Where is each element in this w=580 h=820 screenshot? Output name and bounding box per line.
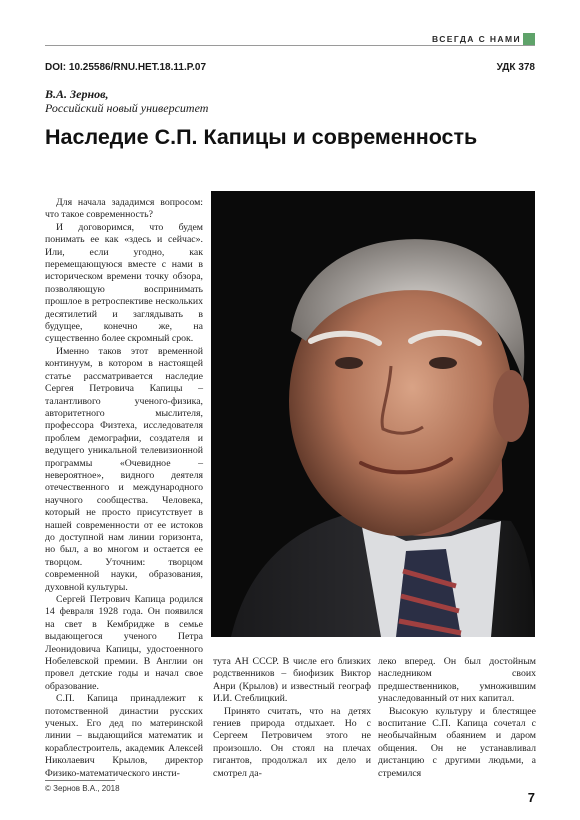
header-rule <box>45 45 535 46</box>
udk-label: УДК 378 <box>496 62 535 73</box>
paragraph: Принято считать, что на детях гениев природа отдыхает. Но с Сергеем Петровичем этого не произошло. Он стоял на плечах гигантов, продолжал их дело и смотрел да- <box>213 705 371 779</box>
article-title: Наследие С.П. Капицы и современность <box>45 125 478 149</box>
text-column-2 <box>213 656 371 780</box>
copyright-note: © Зернов В.А., 2018 <box>45 784 120 793</box>
paragraph: тута АН СССР. В числе его близких родственников – биофизик Виктор Анри (Крылов) и известный географ И.И. Стеблицкий. <box>213 656 371 705</box>
portrait-photo <box>211 191 535 637</box>
text-column-3 <box>378 656 536 780</box>
text-column-1 <box>45 197 203 780</box>
paragraph: Сергей Петрович Капица родился 14 февраля 1928 года. Он появился на свет в Кембридже в семье выдающегося ученого Петра Леонидовича Капицы, удостоенного Нобелевской премии. В Англии он провел детские годы и начал свое образование. <box>45 594 203 692</box>
footer-rule <box>45 780 115 781</box>
paragraph: И договоримся, что будем понимать ее как «здесь и сейчас». Или, если угодно, как перемещающуюся вместе с нами в историческом времени точку обзора, позволяющую воспринимать прошлое в ретроспективе нескольких десятилетий и заглядывать в будущее, конечно же, на существенно более скромный срок. <box>45 221 203 345</box>
section-color-square <box>523 33 535 45</box>
doi-label: DOI: 10.25586/RNU.HET.18.11.P.07 <box>45 62 207 73</box>
paragraph: Высокую культуру и блестящее воспитание С.П. Капица сочетал с необычайным обаянием и даром общения. Он не устанавливал дистанцию с другими людьми, а стремился <box>378 705 536 779</box>
paragraph: Именно таков этот временной континуум, в котором в настоящей статье рассматривается наследие Сергея Петровича Капицы – талантливого ученого-физика, авторитетного мыслителя, профессора Физтеха, исследователя проблем демографии, создателя и ведущего уникальной телевизионной программы «Очевидное – невероятное», видного деятеля отечественного и международного научного сообщества. Человека, который не просто присутствует в нашей современности от ее истоков до доступной нам линии горизонта, но был, а во многом и остается ее творцом. Уточним: творцом современной науки, образования, духовной культуры. <box>45 345 203 593</box>
page-number: 7 <box>527 790 535 805</box>
section-tag-label: ВСЕГДА С НАМИ <box>432 34 521 44</box>
paragraph: Для начала зададимся вопросом: что такое современность? <box>45 197 203 221</box>
paragraph: леко вперед. Он был достойным наследником своих предшественников, умножившим унаследованный от них капитал. <box>378 656 536 705</box>
author-name: В.А. Зернов, <box>45 87 109 101</box>
paragraph: С.П. Капица принадлежит к потомственной династии русских ученых. Его дед по материнской линии – выдающийся математик и кораблестроитель, академик Алексей Николаевич Крылов, директор Физико-математического инсти- <box>45 693 203 779</box>
author-affiliation: Российский новый университет <box>45 101 209 115</box>
section-tag <box>432 33 521 45</box>
